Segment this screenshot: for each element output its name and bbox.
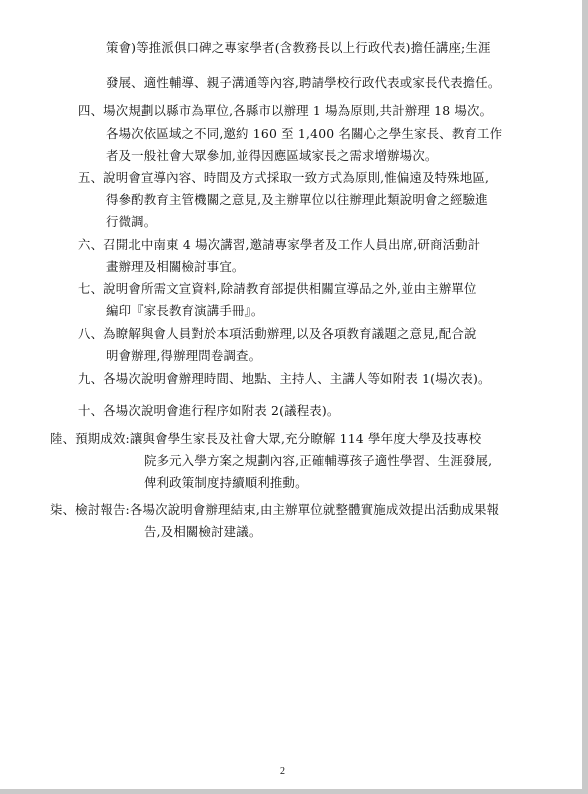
text-line: 得參酌教育主管機關之意見,及主辦單位以往辦理此類說明會之經驗進 [106, 192, 488, 207]
text-line: 院多元入學方案之規劃內容,正確輔導孩子適性學習、生涯發展, [144, 453, 493, 468]
text-line: 編印『家長教育演講手冊』。 [106, 303, 264, 318]
text-line: 行微調。 [106, 214, 157, 229]
text-line: 五、說明會宣導內容、時間及方式採取一致方式為原則,惟偏遠及特殊地區, [78, 170, 490, 185]
text-line: 明會辦理,得辦理問卷調查。 [106, 348, 262, 363]
text-line: 九、各場次說明會辦理時間、地點、主持人、主講人等如附表 1(場次表)。 [78, 371, 491, 386]
text-line: 畫辦理及相關檢討事宜。 [106, 259, 245, 274]
text-line: 發展、適性輔導、親子溝通等內容,聘請學校行政代表或家長代表擔任。 [106, 75, 501, 90]
text-line: 七、說明會所需文宣資料,除請教育部提供相關宣導品之外,並由主辦單位 [78, 281, 477, 296]
text-line: 陸、預期成效:讓與會學生家長及社會大眾,充分瞭解 114 學年度大學及技專校 [50, 431, 482, 446]
text-line: 四、場次規劃以縣市為單位,各縣市以辦理 1 場為原則,共計辦理 18 場次。 [78, 103, 493, 118]
text-line: 十、各場次說明會進行程序如附表 2(議程表)。 [78, 403, 340, 418]
page-frame-bottom-edge [0, 789, 588, 794]
text-line: 柒、檢討報告:各場次說明會辦理結束,由主辦單位就整體實施成效提出活動成果報 [50, 502, 500, 517]
text-line: 六、召開北中南東 4 場次講習,邀請專家學者及工作人員出席,研商活動計 [78, 237, 481, 252]
text-line: 八、為瞭解與會人員對於本項活動辦理,以及各項教育議題之意見,配合說 [78, 326, 477, 341]
text-line: 俾利政策制度持續順利推動。 [144, 475, 308, 490]
text-line: 者及一般社會大眾參加,並得因應區域家長之需求增辦場次。 [106, 148, 438, 163]
text-line: 告,及相關檢討建議。 [144, 524, 262, 539]
text-line: 各場次依區域之不同,邀約 160 至 1,400 名關心之學生家長、教育工作 [106, 126, 503, 141]
page-number: 2 [280, 766, 285, 777]
page-frame-right-edge [582, 0, 588, 794]
text-line: 策會)等推派俱口碑之專家學者(含教務長以上行政代表)擔任講座;生涯 [106, 40, 491, 55]
